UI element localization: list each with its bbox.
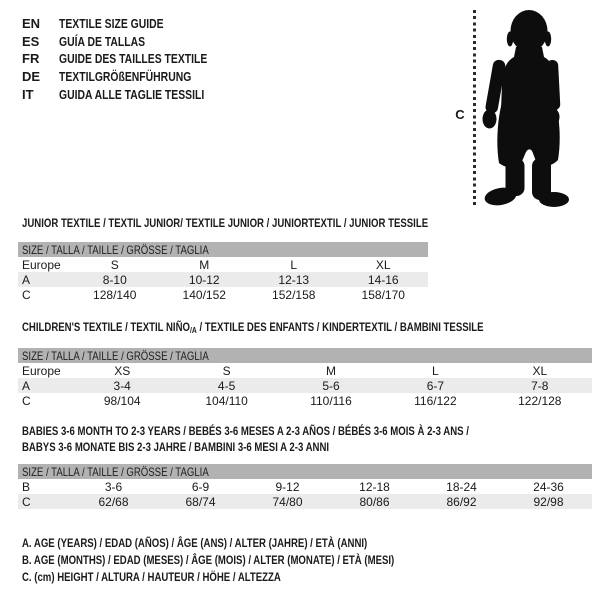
row-label: C <box>18 494 70 509</box>
language-row <box>22 50 244 68</box>
height-measure-label: C <box>455 107 465 122</box>
size-cell: XL <box>532 363 548 378</box>
age-cell: 10-12 <box>160 272 250 287</box>
row-label: B <box>22 479 31 494</box>
footnote-line: A. AGE (YEARS) / EDAD (AÑOS) / ÂGE (ANS) / ALTER (JAHRE) / ETÀ (ANNI) <box>22 535 368 550</box>
age-cell: 3-4 <box>70 378 174 393</box>
height-cell: 122/128 <box>518 393 562 408</box>
row-label: A <box>18 272 70 287</box>
size-cell: S <box>110 257 119 272</box>
language-label: GUÍA DE TALLAS <box>59 33 146 49</box>
age-cell: 14-16 <box>339 272 429 287</box>
age-cell: 18-24 <box>446 479 477 494</box>
height-dotted-line <box>473 10 476 207</box>
nino-a-subscript: /A <box>189 325 197 335</box>
language-code: DE <box>22 69 41 85</box>
legend-footnotes <box>22 534 487 586</box>
age-cell: 5-6 <box>279 378 383 393</box>
babies-title-line1: BABIES 3-6 MONTH TO 2-3 YEARS / BEBÉS 3-6 MESES A 2-3 AÑOS / BÉBÉS 3-6 MOIS À 2-3 ANS / <box>22 424 469 438</box>
language-code: IT <box>22 86 34 102</box>
height-cell: 80/86 <box>331 494 418 509</box>
size-cell: L <box>290 257 298 272</box>
height-cell: 158/170 <box>361 287 405 302</box>
language-label: TEXTILE SIZE GUIDE <box>59 16 164 32</box>
height-cell: 104/110 <box>205 393 248 408</box>
size-cell: XS <box>114 363 131 378</box>
height-cell: 68/74 <box>157 494 244 509</box>
language-row <box>22 33 244 51</box>
babies-table-title <box>22 424 581 455</box>
height-cell: 86/92 <box>418 494 505 509</box>
language-label: GUIDE DES TAILLES TEXTILE <box>59 51 208 67</box>
age-cell: 8-10 <box>70 272 160 287</box>
row-label: Europe <box>22 257 61 272</box>
age-cell: 6-9 <box>191 479 210 494</box>
babies-title-line2: BABYS 3-6 MONATE BIS 2-3 JAHRE / BAMBINI 3-6 MESI A 2-3 ANNI <box>22 439 330 454</box>
language-label: TEXTILGRÖßENFÜHRUNG <box>59 69 192 85</box>
children-table-title: CHILDREN'S TEXTILE / TEXTIL $NIÑO_{/A}$ / TEXTILE DES ENFANTS / KINDERTEXTIL / BAMBINI TESSILE <box>22 320 484 335</box>
size-cell: S <box>222 363 231 378</box>
language-title-list <box>22 15 244 103</box>
height-cell: 98/104 <box>103 393 141 408</box>
height-cell: 152/158 <box>272 287 316 302</box>
size-cell: XL <box>375 257 391 272</box>
age-cell: 12-18 <box>359 479 390 494</box>
language-code: FR <box>22 51 40 67</box>
language-code: ES <box>22 33 40 49</box>
height-cell: 128/140 <box>93 287 137 302</box>
baby-silhouette-shape <box>483 10 570 208</box>
height-cell: 140/152 <box>182 287 226 302</box>
size-header-row: SIZE / TALLA / TAILLE / GRÖSSE / TAGLIA <box>18 348 592 363</box>
row-label: Europe <box>22 363 61 378</box>
size-header-row: SIZE / TALLA / TAILLE / GRÖSSE / TAGLIA <box>18 464 592 479</box>
age-cell: 12-13 <box>249 272 339 287</box>
size-cell: M <box>199 257 210 272</box>
footnote-line: C. (cm) HEIGHT / ALTURA / HAUTEUR / HÖHE / ALTEZZA <box>22 569 281 584</box>
row-label: A <box>18 378 70 393</box>
baby-silhouette-image <box>478 8 592 212</box>
size-header-row: SIZE / TALLA / TAILLE / GRÖSSE / TAGLIA <box>18 242 428 257</box>
language-row <box>22 68 244 86</box>
footnote-line: B. AGE (MONTHS) / EDAD (MESES) / ÂGE (MOIS) / ALTER (MONATE) / ETÀ (MESI) <box>22 552 395 567</box>
age-cell: 9-12 <box>275 479 300 494</box>
age-cell: 3-6 <box>104 479 123 494</box>
junior-table-title: JUNIOR TEXTILE / TEXTIL JUNIOR/ TEXTILE JUNIOR / JUNIORTEXTIL / JUNIOR TESSILE <box>22 216 429 230</box>
junior-size-table <box>18 242 428 302</box>
height-cell: 74/80 <box>244 494 331 509</box>
language-row <box>22 85 244 103</box>
children-size-table <box>18 348 592 408</box>
age-cell: 24-36 <box>533 479 564 494</box>
height-cell: 62/68 <box>70 494 157 509</box>
babies-size-table <box>18 464 592 509</box>
age-cell: 6-7 <box>383 378 487 393</box>
height-cell: 92/98 <box>505 494 592 509</box>
row-label: C <box>22 393 31 408</box>
height-cell: 116/122 <box>414 393 457 408</box>
language-label: GUIDA ALLE TAGLIE TESSILI <box>59 86 205 102</box>
height-cell: 110/116 <box>310 393 352 408</box>
language-row <box>22 15 244 33</box>
language-code: EN <box>22 16 41 32</box>
size-cell: L <box>432 363 439 378</box>
row-label: C <box>22 287 31 302</box>
size-cell: M <box>325 363 336 378</box>
age-cell: 4-5 <box>174 378 278 393</box>
age-cell: 7-8 <box>488 378 592 393</box>
